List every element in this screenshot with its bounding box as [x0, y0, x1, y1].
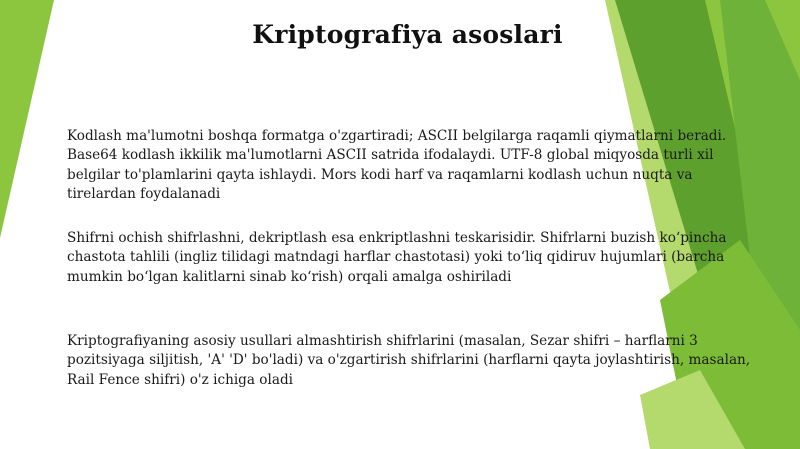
left-green-stripe [0, 0, 54, 238]
paragraph-decryption: Shifrni ochish shifrlashni, dekriptlash esa enkriptlashni teskarisidir. Shifrlarni buzish ko‘pincha chastota tahlili (ingliz tilidagi matndagi harflar chastotasi) yoki to‘liq qidiruv hujumlari (barcha mumkin bo‘lgan kalitlarni sinab ko‘rish) orqali amalga oshiriladi [67, 230, 727, 285]
paragraph-encoding: Kodlash ma'lumotni boshqa formatga o'zgartiradi; ASCII belgilarga raqamli qiymatlarni beradi. Base64 kodlash ikkilik ma'lumotlarni ASCII satrida ifodalaydi. UTF-8 global miqyosda turli xil belgilar to'plamlarini qayta ishlaydi. Mors kodi harf va raqamlarni kodlash uchun nuqta va tirelardan foydalanadi [67, 128, 727, 202]
slide-title: Kriptografiya asoslari [252, 20, 563, 49]
paragraph-cipher-methods: Kriptografiyaning asosiy usullari almashtirish shifrlarini (masalan, Sezar shifri – harflarni 3 pozitsiyaga siljitish, 'A' 'D' bo'ladi) va o'zgartirish shifrlarini (harflarni qayta joylashtirish, masalan, Rail Fence shifri) o'z ichiga oladi [67, 333, 751, 388]
